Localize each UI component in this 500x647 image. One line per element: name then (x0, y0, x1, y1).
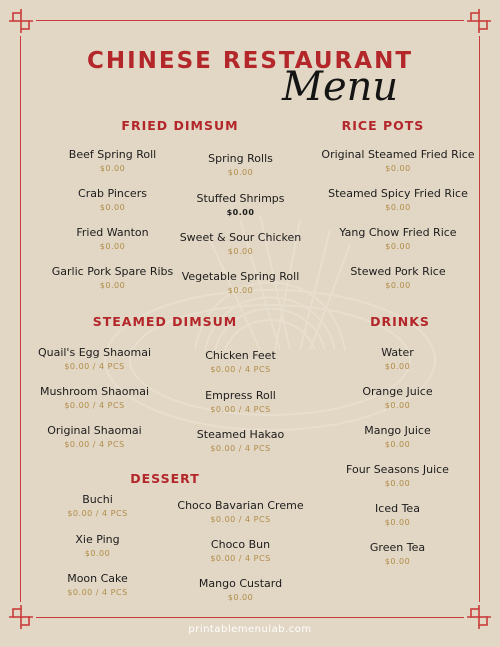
item-price: $0.00 (227, 168, 254, 177)
item-name: Mango Juice (364, 424, 431, 437)
item-name: Mushroom Shaomai (39, 385, 150, 398)
menu-item (168, 577, 313, 602)
item-price: $0.00 / 4 PCS (210, 365, 271, 374)
menu-item (318, 187, 478, 212)
item-price: $0.00 (385, 164, 411, 173)
item-name: Quail's Egg Shaomai (37, 346, 152, 359)
item-name: Choco Bun (210, 538, 271, 551)
menu-item (22, 385, 167, 410)
menu-item (22, 424, 167, 449)
menu-item (22, 346, 167, 371)
item-price: $0.00 (385, 242, 411, 251)
section-title-steamed-dimsum: STEAMED DIMSUM (92, 314, 238, 329)
item-name: Spring Rolls (208, 152, 273, 165)
item-name: Empress Roll (205, 389, 276, 402)
item-name: Vegetable Spring Roll (181, 270, 300, 283)
item-price: $0.00 (99, 203, 126, 212)
menu-item (25, 572, 170, 597)
item-price: $0.00 (227, 247, 254, 256)
item-name: Yang Chow Fried Rice (339, 226, 457, 239)
menu-item (168, 192, 313, 217)
menu-item (318, 226, 478, 251)
frame-line-left (20, 36, 21, 602)
item-name: Orange Juice (362, 385, 433, 398)
menu-item (168, 389, 313, 414)
menu-item (40, 148, 185, 173)
menu-item (168, 231, 313, 256)
menu-item (325, 463, 470, 488)
item-name: Mango Custard (198, 577, 283, 590)
item-name: Xie Ping (75, 533, 120, 546)
item-price: $0.00 (384, 479, 411, 488)
item-price: $0.00 (99, 281, 126, 290)
item-price: $0.00 (384, 401, 411, 410)
menu-item (318, 148, 478, 173)
item-price: $0.00 (227, 593, 254, 602)
item-name: Stewed Pork Rice (350, 265, 446, 278)
item-price: $0.00 (384, 518, 411, 527)
website-footer: printablemenulab.com (188, 624, 312, 635)
item-price: $0.00 / 4 PCS (67, 588, 128, 597)
item-name: Fried Wanton (76, 226, 149, 239)
menu-item (325, 346, 470, 371)
menu-item (168, 499, 313, 524)
menu-item (25, 493, 170, 518)
item-price: $0.00 (384, 362, 411, 371)
menu-item (25, 533, 170, 558)
item-name: Sweet & Sour Chicken (179, 231, 302, 244)
frame-line-bottom (36, 617, 464, 618)
menu-item (325, 502, 470, 527)
item-name: Choco Bavarian Creme (177, 499, 304, 512)
item-price: $0.00 / 4 PCS (64, 440, 125, 449)
menu-item (168, 349, 313, 374)
item-price: $0.00 / 4 PCS (64, 401, 125, 410)
menu-item (40, 265, 185, 290)
item-price: $0.00 (99, 242, 126, 251)
item-name: Four Seasons Juice (346, 463, 449, 476)
item-price: $0.00 (384, 557, 411, 566)
menu-item (168, 152, 313, 177)
menu-item (40, 187, 185, 212)
menu-item (168, 428, 313, 453)
corner-knot-icon (466, 8, 492, 34)
item-name: Green Tea (369, 541, 426, 554)
item-name: Chicken Feet (205, 349, 276, 362)
menu-item (40, 226, 185, 251)
section-title-dessert: DESSERT (130, 471, 200, 486)
item-price: $0.00 / 4 PCS (210, 515, 271, 524)
item-name: Steamed Hakao (196, 428, 285, 441)
menu-subtitle: Menu (282, 64, 399, 110)
item-price: $0.00 (227, 286, 254, 295)
item-name: Steamed Spicy Fried Rice (328, 187, 468, 200)
item-name: Original Steamed Fried Rice (321, 148, 475, 161)
item-price: $0.00 (84, 549, 111, 558)
item-price: $0.00 / 4 PCS (210, 444, 271, 453)
item-name: Stuffed Shrimps (196, 192, 285, 205)
item-name: Iced Tea (375, 502, 420, 515)
item-price: $0.00 / 4 PCS (64, 362, 125, 371)
item-name: Moon Cake (67, 572, 128, 585)
section-title-rice-pots: RICE POTS (341, 118, 425, 133)
item-price: $0.00 (226, 208, 255, 217)
corner-knot-icon (8, 8, 34, 34)
item-price: $0.00 / 4 PCS (210, 554, 271, 563)
section-title-drinks: DRINKS (370, 314, 430, 329)
menu-item (168, 270, 313, 295)
item-name: Original Shaomai (47, 424, 142, 437)
menu-item (325, 385, 470, 410)
item-price: $0.00 (99, 164, 126, 173)
item-price: $0.00 / 4 PCS (210, 405, 271, 414)
section-title-fried-dimsum: FRIED DIMSUM (121, 118, 239, 133)
item-price: $0.00 (385, 203, 411, 212)
menu-item (168, 538, 313, 563)
item-name: Garlic Pork Spare Ribs (51, 265, 174, 278)
item-price: $0.00 / 4 PCS (67, 509, 128, 518)
frame-line-right (479, 36, 480, 602)
item-name: Crab Pincers (78, 187, 147, 200)
item-name: Water (381, 346, 414, 359)
item-name: Beef Spring Roll (68, 148, 157, 161)
item-name: Buchi (82, 493, 113, 506)
restaurant-title: CHINESE RESTAURANT (86, 48, 414, 74)
menu-item (318, 265, 478, 290)
menu-item (325, 424, 470, 449)
menu-item (325, 541, 470, 566)
item-price: $0.00 (385, 281, 411, 290)
frame-line-top (36, 20, 464, 21)
item-price: $0.00 (384, 440, 411, 449)
